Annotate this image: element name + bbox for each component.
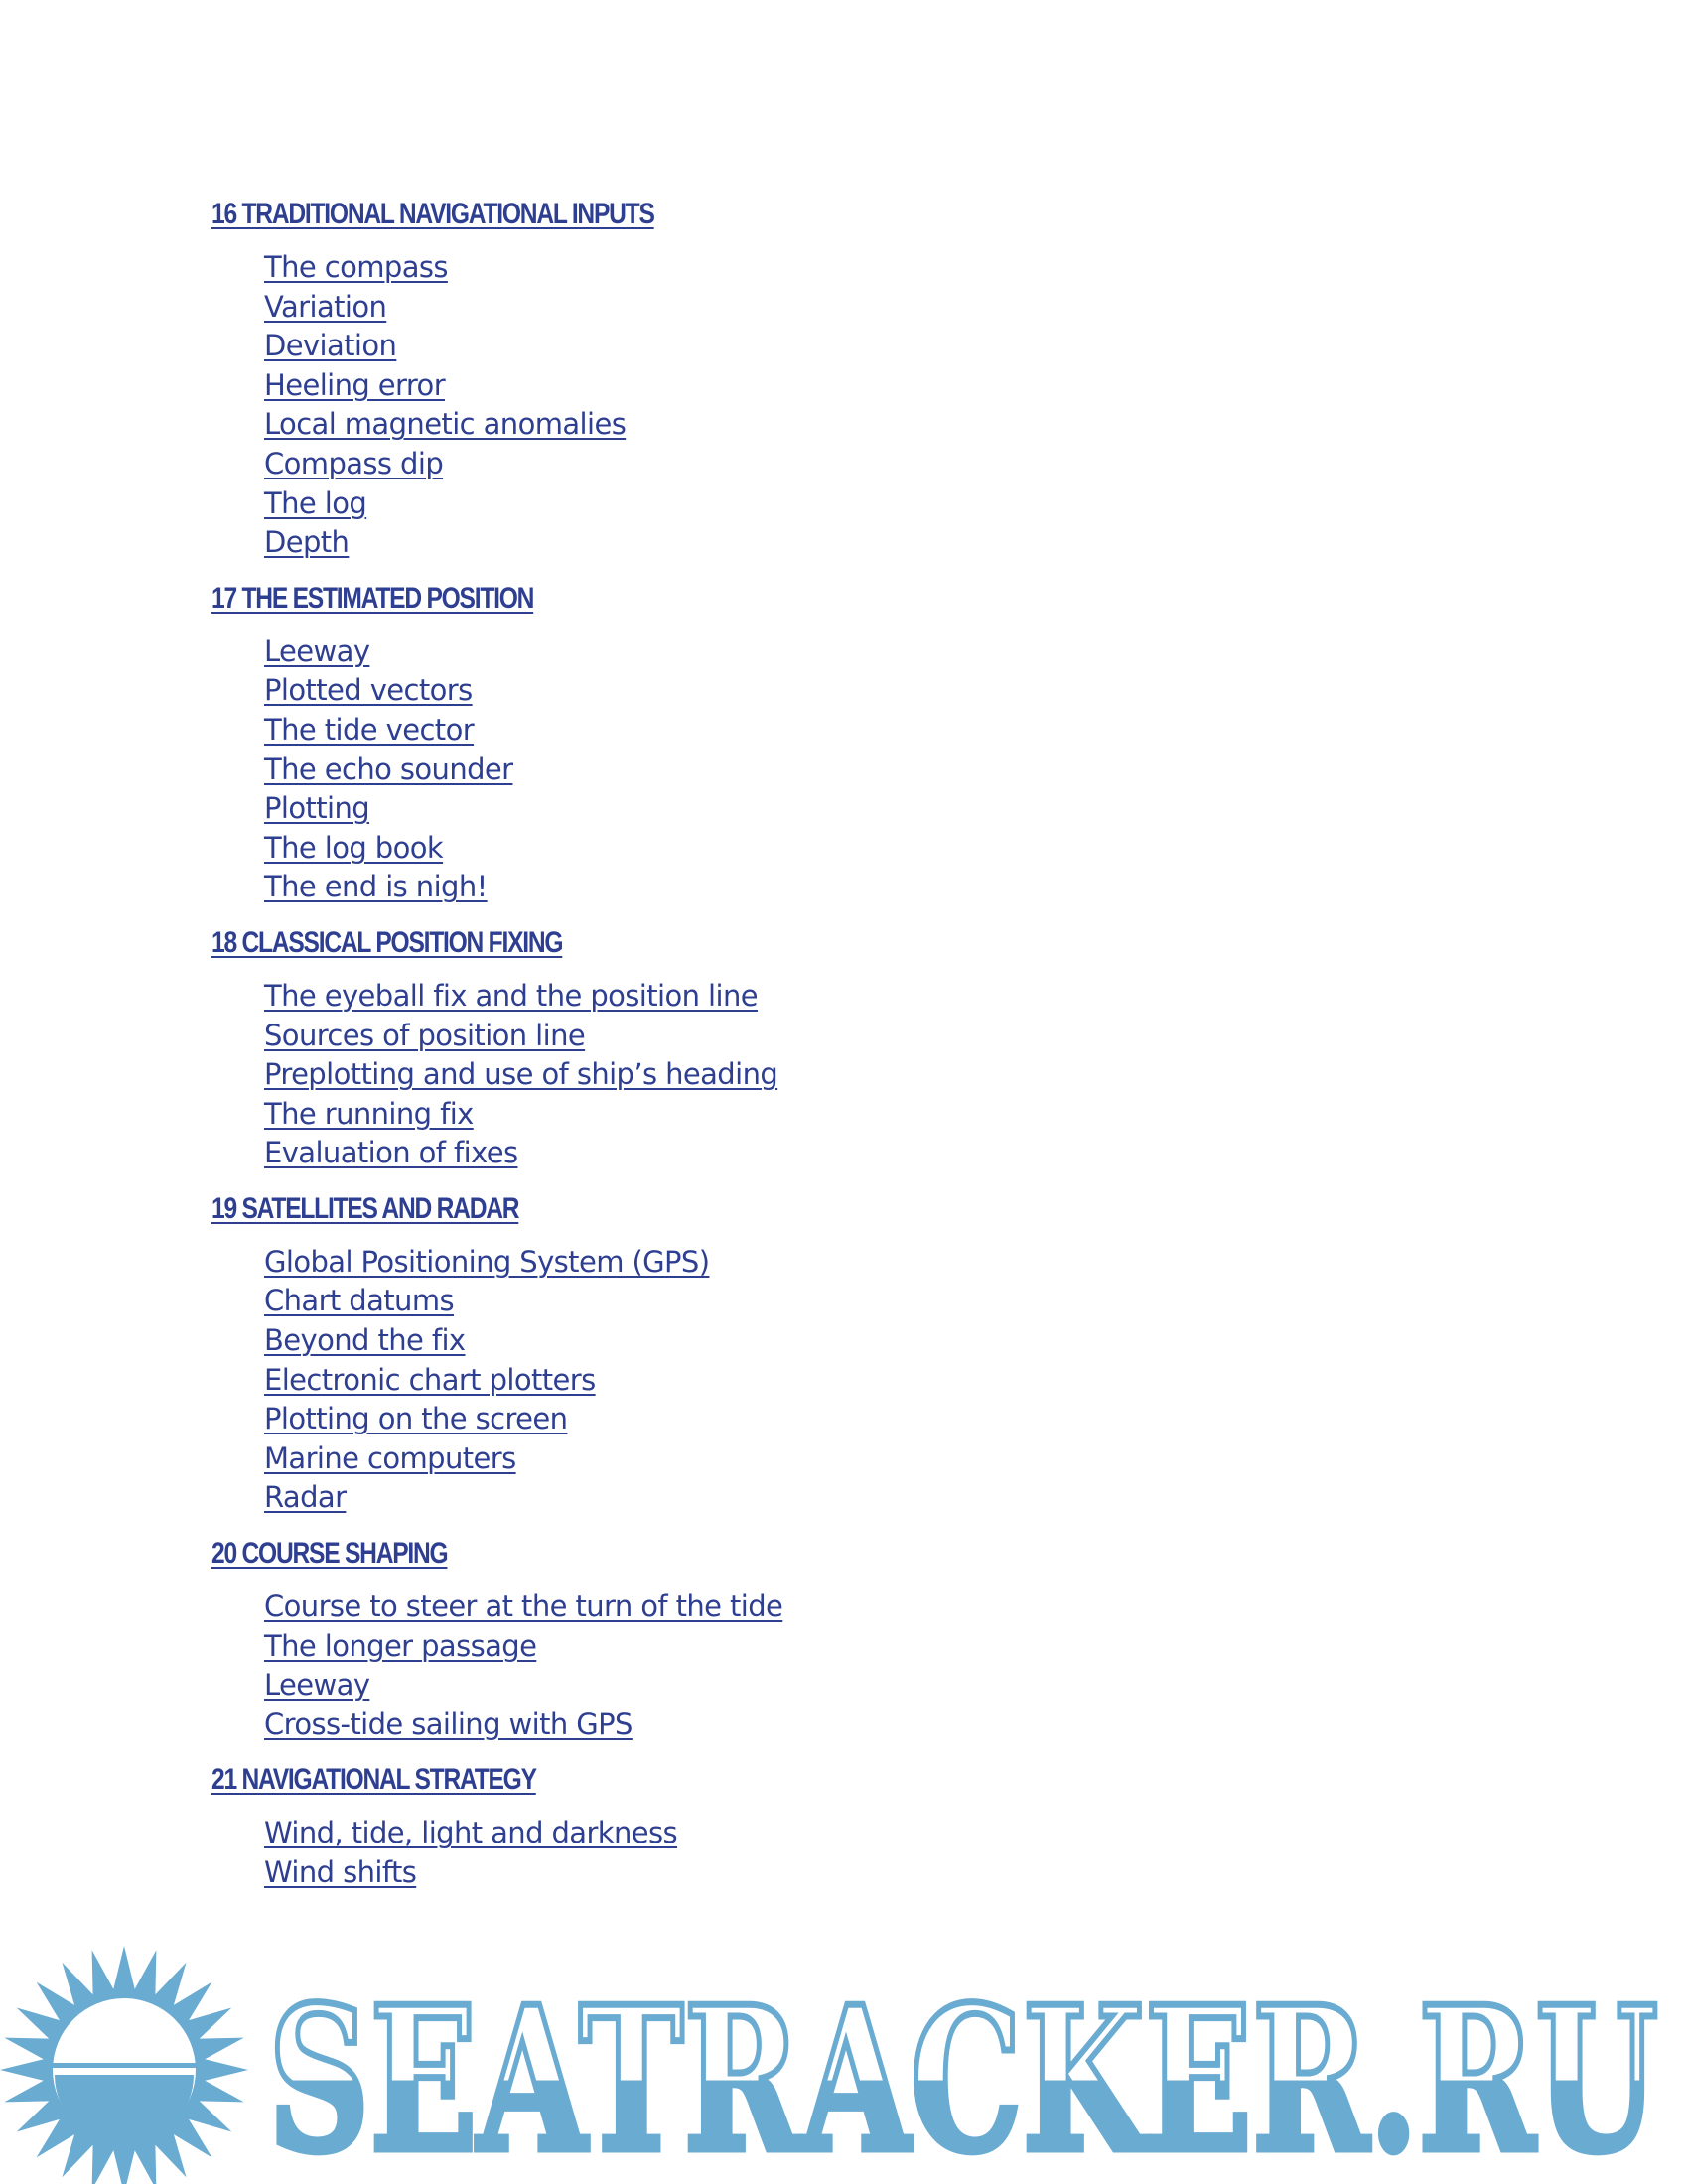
chapter-heading[interactable]: 19 SATELLITES AND RADAR bbox=[211, 1191, 519, 1225]
section-link[interactable]: The tide vector bbox=[264, 712, 475, 747]
list-item bbox=[264, 1706, 1502, 1745]
seatracker-watermark bbox=[0, 1936, 1688, 2184]
list-item bbox=[264, 1282, 1502, 1321]
list-item bbox=[264, 1134, 1502, 1173]
section-link[interactable]: Leeway bbox=[264, 1668, 370, 1703]
chapter-16 bbox=[211, 195, 1502, 563]
section-link[interactable]: Wind, tide, light and darkness bbox=[264, 1816, 678, 1850]
section-link[interactable]: Evaluation of fixes bbox=[264, 1136, 518, 1170]
section-link[interactable]: Plotting on the screen bbox=[264, 1402, 568, 1436]
table-of-contents bbox=[211, 195, 1502, 1909]
list-item bbox=[264, 829, 1502, 869]
section-link[interactable]: Plotted vectors bbox=[264, 673, 473, 708]
section-link[interactable]: Local magnetic anomalies bbox=[264, 407, 627, 442]
section-list bbox=[211, 632, 1502, 907]
section-link[interactable]: Chart datums bbox=[264, 1284, 454, 1318]
list-item bbox=[264, 366, 1502, 406]
list-item bbox=[264, 1587, 1502, 1627]
list-item bbox=[264, 1666, 1502, 1706]
section-link[interactable]: The compass bbox=[264, 250, 448, 284]
chapter-21 bbox=[211, 1760, 1502, 1892]
section-link[interactable]: Radar bbox=[264, 1480, 347, 1515]
section-link[interactable]: The log book bbox=[264, 830, 444, 865]
section-list bbox=[211, 1814, 1502, 1892]
section-link[interactable]: Global Positioning System (GPS) bbox=[264, 1244, 710, 1279]
section-list bbox=[211, 248, 1502, 563]
sun-burst-icon bbox=[0, 1946, 248, 2184]
list-item bbox=[264, 671, 1502, 711]
section-link[interactable]: Marine computers bbox=[264, 1440, 516, 1475]
section-link[interactable]: Wind shifts bbox=[264, 1855, 417, 1889]
list-item bbox=[264, 248, 1502, 288]
section-link[interactable]: Depth bbox=[264, 525, 350, 560]
watermark-text: SEATRACKER.RU bbox=[268, 1964, 1658, 2184]
section-link[interactable]: Electronic chart plotters bbox=[264, 1362, 596, 1397]
list-item bbox=[264, 1361, 1502, 1401]
section-link[interactable]: Cross-tide sailing with GPS bbox=[264, 1706, 633, 1741]
section-link[interactable]: The running fix bbox=[264, 1096, 474, 1131]
list-item bbox=[264, 1321, 1502, 1361]
list-item bbox=[264, 868, 1502, 907]
section-link[interactable]: Plotting bbox=[264, 791, 370, 826]
list-item bbox=[264, 445, 1502, 484]
list-item bbox=[264, 484, 1502, 524]
list-item bbox=[264, 1243, 1502, 1283]
chapter-17 bbox=[211, 579, 1502, 907]
section-link[interactable]: The log bbox=[264, 485, 367, 520]
chapter-18 bbox=[211, 923, 1502, 1173]
section-link[interactable]: Heeling error bbox=[264, 367, 446, 402]
section-link[interactable]: Preplotting and use of ship’s heading bbox=[264, 1057, 778, 1092]
section-link[interactable]: Sources of position line bbox=[264, 1018, 586, 1052]
list-item bbox=[264, 977, 1502, 1017]
chapter-heading[interactable]: 18 CLASSICAL POSITION FIXING bbox=[211, 925, 563, 959]
section-link[interactable]: Deviation bbox=[264, 329, 397, 363]
chapter-heading[interactable]: 20 COURSE SHAPING bbox=[211, 1537, 448, 1570]
section-link[interactable]: Leeway bbox=[264, 633, 370, 668]
list-item bbox=[264, 405, 1502, 445]
list-item bbox=[264, 1627, 1502, 1667]
list-item bbox=[264, 1478, 1502, 1518]
list-item bbox=[264, 1439, 1502, 1479]
list-item bbox=[264, 751, 1502, 790]
section-link[interactable]: The eyeball fix and the position line bbox=[264, 978, 758, 1013]
section-list bbox=[211, 977, 1502, 1173]
section-link[interactable]: Beyond the fix bbox=[264, 1323, 466, 1358]
list-item bbox=[264, 288, 1502, 328]
chapter-heading[interactable]: 17 THE ESTIMATED POSITION bbox=[211, 581, 534, 614]
section-list bbox=[211, 1243, 1502, 1518]
list-item bbox=[264, 1400, 1502, 1439]
list-item bbox=[264, 1853, 1502, 1893]
list-item bbox=[264, 632, 1502, 672]
list-item bbox=[264, 711, 1502, 751]
list-item bbox=[264, 789, 1502, 829]
section-link[interactable]: The end is nigh! bbox=[264, 870, 488, 904]
list-item bbox=[264, 1055, 1502, 1095]
section-link[interactable]: The longer passage bbox=[264, 1628, 537, 1663]
section-list bbox=[211, 1587, 1502, 1744]
chapter-heading[interactable]: 21 NAVIGATIONAL STRATEGY bbox=[211, 1763, 536, 1797]
section-link[interactable]: Variation bbox=[264, 289, 387, 324]
section-link[interactable]: The echo sounder bbox=[264, 751, 513, 786]
section-link[interactable]: Course to steer at the turn of the tide bbox=[264, 1589, 783, 1624]
list-item bbox=[264, 523, 1502, 563]
section-link[interactable]: Compass dip bbox=[264, 446, 444, 480]
list-item bbox=[264, 1814, 1502, 1853]
chapter-20 bbox=[211, 1534, 1502, 1744]
chapter-19 bbox=[211, 1189, 1502, 1518]
list-item bbox=[264, 1017, 1502, 1056]
list-item bbox=[264, 327, 1502, 366]
list-item bbox=[264, 1095, 1502, 1135]
chapter-heading[interactable]: 16 TRADITIONAL NAVIGATIONAL INPUTS bbox=[211, 198, 654, 230]
